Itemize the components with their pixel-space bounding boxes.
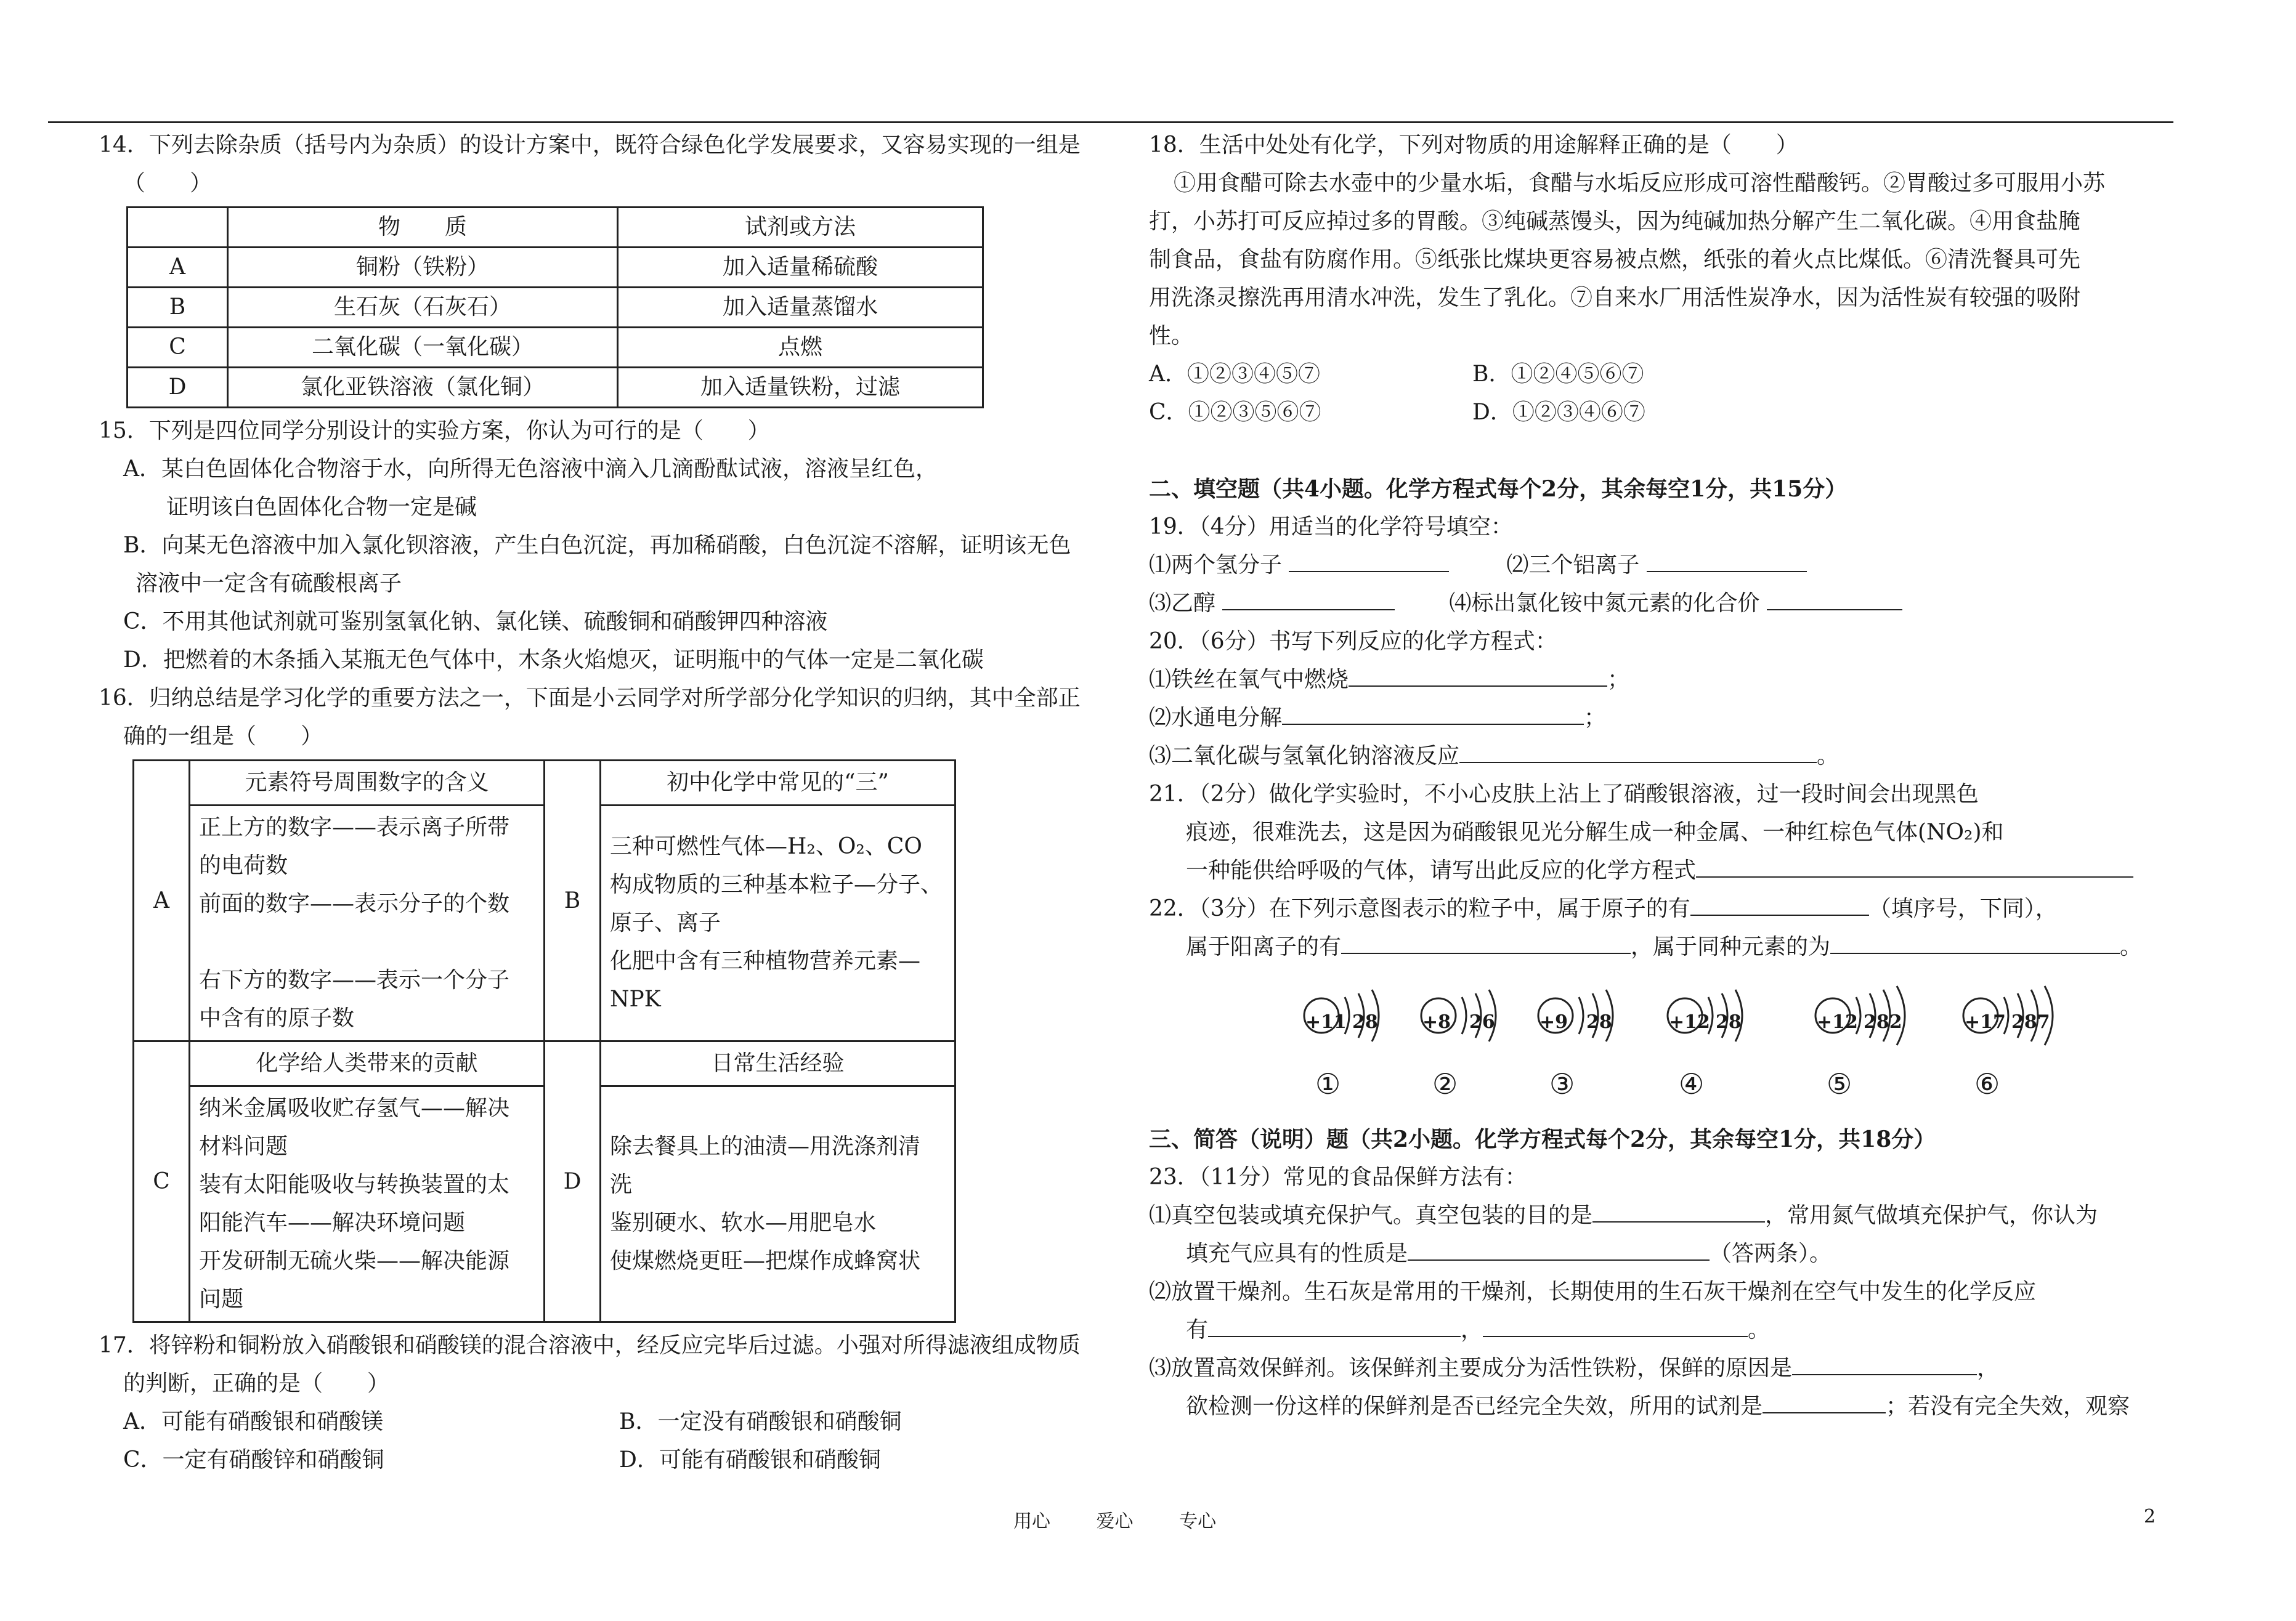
- q16-c-line: 问题: [199, 1287, 244, 1312]
- q16-a-line: [199, 923, 535, 961]
- q18-text-line: 制食品，食盐有防腐作用。⑤纸张比煤块更容易被点燃，纸张的着火点比煤低。⑥清洗餐具可先: [1149, 247, 2081, 272]
- q19-part2: ⑵三个铝离子: [1506, 552, 1640, 578]
- q19-row2: [1149, 584, 2175, 623]
- q17-option-c: C．一定有硝酸锌和硝酸铜: [123, 1447, 384, 1473]
- atom-diagram-4: [1660, 972, 1783, 1114]
- q23-line4-text: 有: [1186, 1317, 1209, 1343]
- q16-b-line: 构成物质的三种基本粒子—分子、: [610, 872, 943, 897]
- q23-blank5[interactable]: [1792, 1349, 1977, 1375]
- q18-text-line: 性。: [1149, 323, 1194, 349]
- q16-b-line: 三种可燃性气体—H₂、O₂、CO: [610, 834, 922, 859]
- q15-stem: 15．下列是四位同学分别设计的实验方案，你认为可行的是（ ）: [99, 418, 770, 443]
- q22-line1: [1149, 890, 2175, 928]
- q23-line6-end: ；若没有完全失效，观察: [1886, 1394, 2130, 1419]
- left-column: [99, 126, 1081, 1479]
- q20-row1: [1149, 661, 2175, 699]
- q16-table: [132, 759, 956, 1323]
- footer-motto: [1013, 1506, 1260, 1533]
- q16-label-a: A: [134, 761, 190, 1041]
- table-row: [128, 288, 983, 328]
- q14-row-substance: 生石灰（石灰石）: [228, 288, 618, 328]
- atom-number: ⑤: [1827, 1067, 1852, 1101]
- q23-blank3[interactable]: [1208, 1311, 1461, 1337]
- q20-part3-end: 。: [1817, 743, 1840, 769]
- q14-answer-paren: （ ）: [123, 171, 213, 196]
- q14-row-substance: 二氧化碳（一氧化碳）: [228, 328, 618, 368]
- q16-label-c: C: [134, 1041, 190, 1322]
- q19-part3: ⑶乙醇: [1149, 591, 1216, 616]
- q19-blank1[interactable]: [1289, 546, 1449, 572]
- q23-line2-end: （答两条）。: [1710, 1241, 1832, 1266]
- atom-shells: 28: [1716, 1011, 1742, 1033]
- q16-header-a: 元素符号周围数字的含义: [190, 761, 545, 806]
- q14-row-method: 点燃: [618, 328, 983, 368]
- q23-line2-text: 填充气应具有的性质是: [1186, 1241, 1408, 1266]
- q16-b-line: 化肥中含有三种植物营养元素—NPK: [610, 948, 921, 1012]
- q23-line5: [1149, 1349, 2175, 1388]
- footer-word: 用心: [1013, 1511, 1050, 1532]
- footer-word: 爱心: [1096, 1511, 1134, 1532]
- q16-label-d: D: [545, 1041, 601, 1322]
- q18-option-d: D．①②③④⑥⑦: [1472, 400, 1645, 425]
- q14-row-method: 加入适量稀硫酸: [618, 248, 983, 288]
- q22-blank3[interactable]: [1830, 928, 2120, 954]
- atom-shells: 287: [2011, 1011, 2050, 1033]
- q16-stem: 16．归纳总结是学习化学的重要方法之一，下面是小云同学对所学部分化学知识的归纳，其中全部正: [99, 685, 1081, 711]
- atom-diagram-2: [1414, 972, 1537, 1114]
- q16-header-b: 初中化学中常见的“三”: [601, 761, 955, 806]
- table-row: [128, 248, 983, 288]
- q20-blank1[interactable]: [1349, 661, 1607, 687]
- q14-row-label: D: [128, 368, 228, 408]
- section-3-heading: 三、简答（说明）题（共2小题。化学方程式每个2分，其余每空1分，共18分）: [1149, 1126, 1936, 1152]
- q20-part3: ⑶二氧化碳与氢氧化钠溶液反应: [1149, 743, 1460, 769]
- spacer: [1149, 432, 2175, 470]
- q20-part1-end: ；: [1607, 667, 1630, 692]
- q22-blank2[interactable]: [1341, 928, 1631, 954]
- atom-number: ①: [1315, 1067, 1341, 1101]
- q21-line3: [1149, 852, 2175, 890]
- q23-blank1[interactable]: [1592, 1197, 1765, 1223]
- q14-row-substance: 氯化亚铁溶液（氯化铜）: [228, 368, 618, 408]
- q16-a-line: 正上方的数字——表示离子所带: [199, 815, 510, 840]
- q14-row-method: 加入适量铁粉，过滤: [618, 368, 983, 408]
- q16-c-line: 开发研制无硫火柴——解决能源: [199, 1248, 510, 1274]
- atom-nucleus: +9: [1539, 1011, 1568, 1033]
- q19-stem: 19．（4分）用适当的化学符号填空：: [1149, 514, 1513, 540]
- q23-line1: [1149, 1197, 2175, 1235]
- section-2-heading: 二、填空题（共4小题。化学方程式每个2分，其余每空1分，共15分）: [1149, 476, 1848, 502]
- q21-blank[interactable]: [1696, 852, 2133, 878]
- q23-line4-mid: ，: [1461, 1317, 1483, 1343]
- q23-line1-text: ⑴真空包装或填充保护气。真空包装的目的是: [1149, 1203, 1593, 1228]
- table-row: [128, 328, 983, 368]
- q15-option-d: D．把燃着的木条插入某瓶无色气体中，木条火焰熄灭，证明瓶中的气体一定是二氧化碳: [123, 647, 984, 673]
- q19-blank2[interactable]: [1647, 546, 1807, 572]
- header-rule: [48, 121, 2173, 123]
- q16-b-line: 原子、离子: [610, 910, 721, 936]
- q19-blank3[interactable]: [1222, 584, 1395, 610]
- q23-blank2[interactable]: [1408, 1235, 1710, 1261]
- q22-blank1[interactable]: [1690, 890, 1869, 916]
- q14-row-substance: 铜粉（铁粉）: [228, 248, 618, 288]
- q16-c-line: 纳米金属吸收贮存氢气——解决: [199, 1096, 510, 1121]
- q16-c-line: 装有太阳能吸收与转换装置的太: [199, 1172, 510, 1197]
- q20-part2-end: ；: [1584, 705, 1607, 730]
- q17-option-d: D．可能有硝酸银和硝酸铜: [619, 1447, 881, 1473]
- page-number: 2: [2144, 1506, 2156, 1527]
- atom-nucleus: +17: [1965, 1011, 2006, 1033]
- q14-row-label: A: [128, 248, 228, 288]
- q19-row1: [1149, 546, 2175, 584]
- atom-diagram-6: [1956, 972, 2079, 1114]
- q16-c-line: 材料问题: [199, 1134, 288, 1159]
- atom-diagram-5: [1808, 972, 1931, 1114]
- q14-row-label: B: [128, 288, 228, 328]
- q18-option-c: C．①②③⑤⑥⑦: [1149, 400, 1321, 425]
- q18-option-b: B．①②④⑤⑥⑦: [1472, 362, 1644, 387]
- q16-d-line: 洗: [610, 1172, 633, 1197]
- atom-nucleus: +12: [1669, 1011, 1710, 1033]
- table-row: [128, 368, 983, 408]
- q16-header-c: 化学给人类带来的贡献: [190, 1041, 545, 1086]
- q16-cell-b: [601, 806, 955, 1041]
- q23-line4: [1149, 1311, 2175, 1349]
- q16-a-line: 前面的数字——表示分子的个数: [199, 891, 510, 916]
- atom-diagrams: [1149, 972, 2175, 1120]
- atom-number: ③: [1549, 1067, 1575, 1101]
- q23-line2: [1149, 1235, 2175, 1273]
- atom-nucleus: +12: [1817, 1011, 1858, 1033]
- atom-shells: 28: [1352, 1011, 1378, 1033]
- q16-d-line: 除去餐具上的油渍—用洗涤剂清: [610, 1134, 921, 1159]
- q20-blank2[interactable]: [1282, 699, 1584, 725]
- q22-line1-end: （填序号，下同），: [1868, 896, 2058, 921]
- q17-options-row1: [99, 1403, 1066, 1441]
- q22-line2: [1149, 928, 2175, 966]
- q15-option-a: A．某白色固体化合物溶于水，向所得无色溶液中滴入几滴酚酞试液，溶液呈红色，: [123, 456, 938, 482]
- atom-nucleus: +8: [1422, 1011, 1451, 1033]
- q14-table: [126, 206, 984, 408]
- q17-stem: 17．将锌粉和铜粉放入硝酸银和硝酸镁的混合溶液中，经反应完毕后过滤。小强对所得滤液组成物质: [99, 1333, 1081, 1358]
- q15-option-c: C．不用其他试剂就可鉴别氢氧化钠、氯化镁、硫酸铜和硝酸钾四种溶液: [123, 609, 828, 634]
- q16-cell-c: [190, 1086, 545, 1322]
- q16-a-line: 右下方的数字——表示一个分子: [199, 968, 510, 993]
- q15-option-b-cont: 溶液中一定含有硫酸根离子: [136, 571, 402, 596]
- q20-part2: ⑵水通电分解: [1149, 705, 1283, 730]
- q18-options-row2: [1149, 394, 2175, 432]
- q16-stem-cont: 确的一组是（ ）: [123, 724, 323, 749]
- q18-text-line: 打，小苏打可反应掉过多的胃酸。③纯碱蒸馒头，因为纯碱加热分解产生二氧化碳。④用食盐腌: [1149, 209, 2081, 234]
- q19-part1: ⑴两个氢分子: [1149, 552, 1283, 578]
- q22-line2-end: 。: [2120, 934, 2143, 960]
- atom-number: ④: [1679, 1067, 1705, 1101]
- q14-stem: 14．下列去除杂质（括号内为杂质）的设计方案中，既符合绿色化学发展要求，又容易实现的一组是: [99, 132, 1081, 158]
- atom-number: ②: [1432, 1067, 1458, 1101]
- q21-line3-text: 一种能供给呼吸的气体，请写出此反应的化学方程式: [1186, 858, 1697, 883]
- q16-header-d: 日常生活经验: [601, 1041, 955, 1086]
- q14-row-method: 加入适量蒸馏水: [618, 288, 983, 328]
- q23-line5-end: ，: [1977, 1356, 2000, 1381]
- q18-text-line: 用洗涤灵擦洗再用清水冲洗，发生了乳化。⑦自来水厂用活性炭净水，因为活性炭有较强的吸附: [1149, 285, 2081, 310]
- atom-shells: 26: [1469, 1011, 1495, 1033]
- q14-row-label: C: [128, 328, 228, 368]
- atom-nucleus: +11: [1305, 1011, 1347, 1033]
- q23-line6: [1149, 1388, 2175, 1426]
- q17-option-b: B．一定没有硝酸银和硝酸铜: [619, 1409, 902, 1434]
- q17-stem-cont: 的判断，正确的是（ ）: [123, 1371, 390, 1396]
- atom-diagram-3: [1531, 972, 1654, 1114]
- q18-option-a: A．①②③④⑤⑦: [1149, 362, 1320, 387]
- q22-line2-text: 属于阳离子的有: [1186, 934, 1342, 960]
- atom-shells: 282: [1864, 1011, 1902, 1033]
- q14-header-blank: [128, 208, 228, 248]
- atom-shells: 28: [1586, 1011, 1612, 1033]
- q23-line1-end: ，常用氮气做填充保护气，你认为: [1765, 1203, 2098, 1228]
- q16-cell-d: [601, 1086, 955, 1322]
- q23-line3: ⑵放置干燥剂。生石灰是常用的干燥剂，长期使用的生石灰干燥剂在空气中发生的化学反应: [1149, 1279, 2037, 1304]
- q20-row2: [1149, 699, 2175, 737]
- atom-number: ⑥: [1974, 1067, 2000, 1101]
- q15-option-a-cont: 证明该白色固体化合物一定是碱: [166, 495, 477, 520]
- q16-a-line: 中含有的原子数: [199, 1006, 355, 1031]
- atom-diagram-1: [1297, 972, 1420, 1114]
- q19-blank4[interactable]: [1767, 584, 1902, 610]
- q22-line2-mid: ，属于同种元素的为: [1631, 934, 1831, 960]
- q20-row3: [1149, 737, 2175, 775]
- q14-header-substance: 物 质: [228, 208, 618, 248]
- q23-line4-end: 。: [1748, 1317, 1771, 1343]
- q19-part4: ⑷标出氯化铵中氮元素的化合价: [1449, 591, 1760, 616]
- footer-word: 专心: [1179, 1511, 1217, 1532]
- q16-c-line: 阳能汽车——解决环境问题: [199, 1210, 466, 1235]
- q16-a-line: 的电荷数: [199, 853, 288, 878]
- q23-blank6[interactable]: [1763, 1388, 1886, 1413]
- q23-line5-text: ⑶放置高效保鲜剂。该保鲜剂主要成分为活性铁粉，保鲜的原因是: [1149, 1356, 1793, 1381]
- q14-header-method: 试剂或方法: [618, 208, 983, 248]
- q18-text-line: ①用食醋可除去水壶中的少量水垢，食醋与水垢反应形成可溶性醋酸钙。②胃酸过多可服用小苏: [1174, 171, 2106, 196]
- q23-stem: 23．（11分）常见的食品保鲜方法有：: [1149, 1165, 1527, 1190]
- q20-stem: 20．（6分）书写下列反应的化学方程式：: [1149, 629, 1557, 654]
- q21-line2: 痕迹，很难洗去，这是因为硝酸银见光分解生成一种金属、一种红棕色气体(NO₂)和: [1186, 820, 2004, 845]
- q21-line1: 21．（2分）做化学实验时，不小心皮肤上沾上了硝酸银溶液，过一段时间会出现黑色: [1149, 782, 1979, 807]
- q16-label-b: B: [545, 761, 601, 1041]
- q20-part1: ⑴铁丝在氧气中燃烧: [1149, 667, 1349, 692]
- q16-cell-a: [190, 806, 545, 1041]
- q22-line1-text: 22．（3分）在下列示意图表示的粒子中，属于原子的有: [1149, 896, 1690, 921]
- q23-blank4[interactable]: [1483, 1311, 1748, 1337]
- q17-options-row2: [99, 1441, 1066, 1479]
- q18-options-row1: [1149, 355, 2175, 394]
- q17-option-a: A．可能有硝酸银和硝酸镁: [123, 1409, 383, 1434]
- q20-blank3[interactable]: [1459, 737, 1817, 763]
- q16-d-line: 鉴别硬水、软水—用肥皂水: [610, 1210, 877, 1235]
- right-column: [1149, 126, 2175, 1426]
- q18-stem: 18．生活中处处有化学，下列对物质的用途解释正确的是（ ）: [1149, 132, 1798, 158]
- q23-line6-text: 欲检测一份这样的保鲜剂是否已经完全失效，所用的试剂是: [1186, 1394, 1763, 1419]
- q15-option-b: B．向某无色溶液中加入氯化钡溶液，产生白色沉淀，再加稀硝酸，白色沉淀不溶解，证明该无色: [123, 533, 1071, 558]
- q16-d-line: 使煤燃烧更旺—把煤作成蜂窝状: [610, 1248, 921, 1274]
